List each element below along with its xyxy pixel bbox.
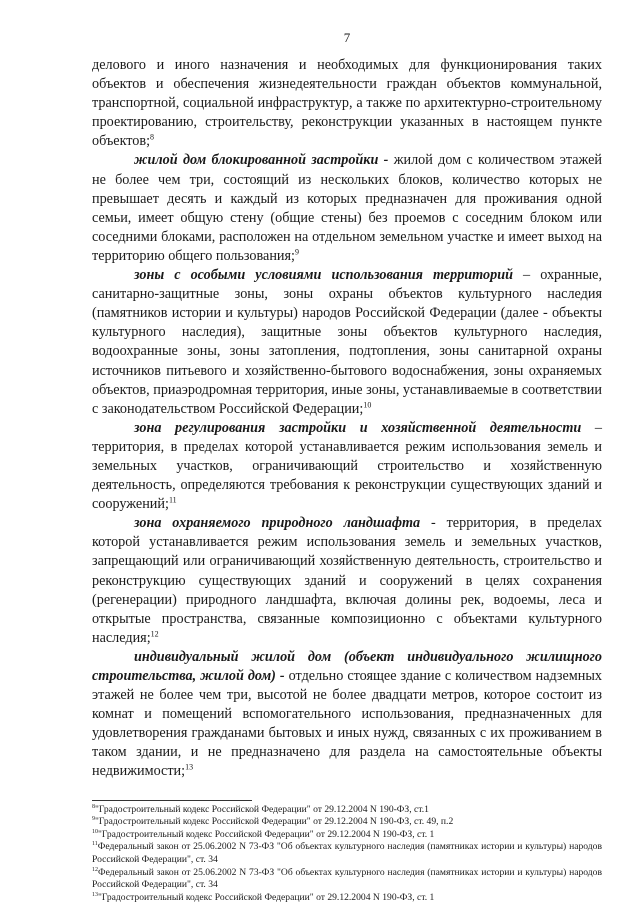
footnote xyxy=(92,867,602,892)
footnote-ref: 12 xyxy=(150,629,159,639)
body-text xyxy=(92,56,602,782)
footnote-number: 9 xyxy=(92,815,95,822)
footnote xyxy=(92,892,602,905)
footnote-text: "Градостроительный кодекс Российской Федерации" от 29.12.2004 N 190-ФЗ, ст.1 xyxy=(95,803,429,815)
footnote-number: 10 xyxy=(92,828,98,835)
footnote-ref: 8 xyxy=(150,132,155,142)
footnote-text: "Градостроительный кодекс Российской Федерации" от 29.12.2004 N 190-ФЗ, ст. 1 xyxy=(98,891,435,903)
document-page xyxy=(92,30,602,904)
definition-paragraph xyxy=(92,514,602,648)
intro-paragraph xyxy=(92,56,602,151)
footnote-text: Федеральный закон от 25.06.2002 N 73-ФЗ "Об объектах культурного наследия (памятниках истории и культуры) народов Российской Федерации", ст. 34 xyxy=(92,841,602,865)
footnote-text: "Градостроительный кодекс Российской Федерации" от 29.12.2004 N 190-ФЗ, ст. 49, п.2 xyxy=(95,816,454,828)
page-number: 7 xyxy=(343,30,351,45)
definition-text: – охранные, санитарно-защитные зоны, зоны охраны объектов культурного наследия (памятников истории и культуры) народов Российской Федерации (далее - объекты культурного наследия), защитные зоны объектов культурного наследия, водоохранные зоны, зоны затопления, подтопления, зоны санитарной охраны источников питьевого и хозяйственно-бытового водоснабжения, зоны охраняемых объектов, приаэродромная территория, иные зоны, устанавливаемые в соответствии с законодательством Российской Федерации; xyxy=(92,267,602,417)
footnote-text: "Градостроительный кодекс Российской Федерации" от 29.12.2004 N 190-ФЗ, ст. 1 xyxy=(98,828,435,840)
footnote-number: 11 xyxy=(92,841,98,848)
definition-text: жилой дом с количеством этажей не более чем три, состоящий из нескольких блоков, количество которых не превышает десять и каждый из которых предназначен для проживания одной семьи, имеет общую стену (общие стены) без проемов с соседним блоком или соседними блоками, расположен на отдельном земельном участке и имеет выход на территорию общего пользования; xyxy=(92,152,603,264)
footnote-text: Федеральный закон от 25.06.2002 N 73-ФЗ "Об объектах культурного наследия (памятниках истории и культуры) народов Российской Федерации", ст. 34 xyxy=(92,866,602,891)
footnote xyxy=(92,841,602,866)
footnote-number: 8 xyxy=(92,803,95,810)
footnote-ref: 10 xyxy=(363,399,372,409)
intro-text: делового и иного назначения и необходимых для функционирования таких объектов и обеспечения жизнедеятельности граждан объектов коммунальной, транспортной, социальной инфраструктур, а также по архитектурно-строительному проектированию, строительству, реконструкции указанных в настоящем пункте объектов; xyxy=(92,57,602,150)
footnote-ref: 13 xyxy=(185,762,194,772)
definition-term: зоны с особыми условиями использования территорий xyxy=(134,267,513,284)
footnote-ref: 9 xyxy=(294,247,299,257)
definition-term: индивидуальный жилой дом (объект индивидуального жилищного строительства, жилой дом) - xyxy=(92,648,602,684)
footnote xyxy=(92,816,602,829)
footnote-ref: 11 xyxy=(168,495,177,505)
footnote xyxy=(92,829,602,842)
footnote xyxy=(92,804,602,817)
definition-paragraph xyxy=(92,266,602,419)
definition-paragraph xyxy=(92,151,602,266)
definition-term: жилой дом блокированной застройки - xyxy=(134,152,389,169)
definition-text: – территория, в пределах которой устанавливается режим использования земель и земельных участков, ограничивающий строительство и хозяйственную деятельность, определяются требования к реконструкции существующих зданий и сооружений; xyxy=(92,419,603,513)
footnote-number: 12 xyxy=(92,866,98,873)
definition-text: отдельно стоящее здание с количеством надземных этажей не более чем три, высотой не более двадцати метров, которое состоит из комнат и помещений вспомогательного использования, предназначенных для удовлетворения гражданами бытовых и иных нужд, связанных с их проживанием в таком здании, и не предназначено для раздела на самостоятельные объекты недвижимости; xyxy=(92,668,603,780)
definition-term: зона охраняемого природного ландшафта xyxy=(134,515,421,532)
definition-text: - территория, в пределах которой устанавливается режим использования земель и земельных участков, запрещающий или ограничивающий хозяйственную деятельность, строительство и реконструкцию существующих зданий и сооружений в целях сохранения (регенерации) природного ландшафта, включая долины рек, водоемы, леса и открытые пространства, связанные композиционно с объектами культурного наследия; xyxy=(92,515,602,646)
footnotes xyxy=(92,804,602,905)
footnote-number: 13 xyxy=(92,891,98,898)
footnote-divider xyxy=(92,800,252,801)
definition-paragraph xyxy=(92,648,602,782)
definition-paragraph xyxy=(92,419,602,514)
definition-term: зона регулирования застройки и хозяйственной деятельности xyxy=(134,419,582,436)
